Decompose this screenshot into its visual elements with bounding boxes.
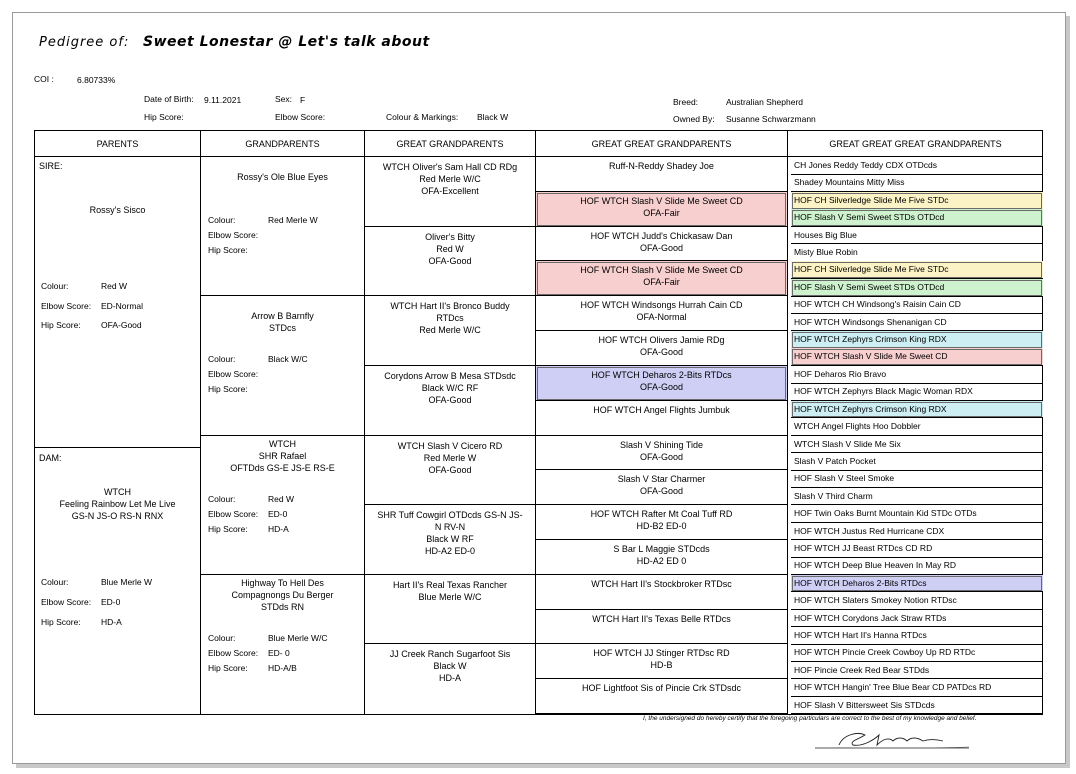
gg-grandparent-line: HOF WTCH Olivers Jamie RDg [598, 335, 725, 346]
dam-colour-label: Colour: [41, 577, 69, 587]
grandparent-name-line: Compagnongs Du Berger [231, 589, 334, 600]
great-grandparent-line: OFA-Good [428, 255, 472, 266]
dam-hip-label: Hip Score: [41, 617, 81, 627]
gg-grandparent-line: WTCH Hart II's Stockbroker RTDsc [591, 578, 732, 589]
gg-grandparent-line: HOF WTCH Slash V Slide Me Sweet CD [580, 195, 743, 206]
great-grandparent [365, 440, 535, 476]
great-grandparent-line: Corydons Arrow B Mesa STDsdc [384, 370, 516, 381]
coi-value: 6.80733% [77, 75, 116, 85]
great-grandparent [365, 370, 535, 406]
dob-label: Date of Birth: [144, 94, 194, 104]
gg-grandparent [536, 192, 787, 227]
sex-label: Sex: [275, 94, 293, 104]
gg-grandparent-line: HOF WTCH Rafter Mt Coal Tuff RD [590, 509, 733, 520]
grandparent-hip-label: Hip Score: [208, 384, 248, 395]
ggg-grandparent: WTCH Slash V Slide Me Six [791, 436, 1043, 454]
grandparent-elbow-label: Elbow Score: [208, 647, 259, 658]
ggg-grandparent: HOF WTCH Justus Red Hurricane CDX [791, 523, 1043, 541]
great-grandparent-line: WTCH Slash V Cicero RD [397, 440, 503, 451]
ggg-grandparent: HOF Deharos Rio Bravo [791, 366, 1043, 384]
gg-grandparent-line: S Bar L Maggie STDcds [613, 543, 710, 554]
gg-grandparent [536, 644, 787, 679]
great-grandparent-line: WTCH Hart II's Bronco Buddy [390, 301, 510, 312]
gg-grandparent-line: OFA-Good [639, 486, 684, 497]
gg-grandparent-line: OFA-Good [639, 381, 684, 392]
colour-label: Colour & Markings: [386, 112, 459, 122]
ggg-grandparent: HOF WTCH JJ Beast RTDcs CD RD [791, 540, 1043, 558]
gg-grandparent-line: HOF WTCH Slash V Slide Me Sweet CD [580, 265, 743, 276]
great-grandparent-line: SHR Tuff Cowgirl OTDcds GS-N JS- [377, 510, 523, 521]
gg-grandparent [536, 227, 787, 262]
grandparent-colour-label: Colour: [208, 215, 236, 225]
ggg-grandparent: HOF WTCH Zephyrs Black Magic Woman RDX [791, 383, 1043, 401]
great-grandparent [365, 161, 535, 197]
gg-grandparent [536, 575, 787, 610]
grandparent-name-line: STDcs [269, 323, 296, 334]
great-grandparent-line: HD-A2 ED-0 [424, 546, 475, 557]
sex-value: F [300, 95, 306, 105]
grandparent-elbow-label: Elbow Score: [208, 230, 259, 240]
ggg-grandparent: HOF WTCH Deharos 2-Bits RTDcs [791, 575, 1043, 593]
sire-elbow-label: Elbow Score: [41, 301, 92, 311]
certification-text: I, the undersigned do hereby certify that the foregoing particulars are correct to the best of my knowledge and belief. [643, 715, 977, 722]
gg-grandparent-line: HOF WTCH Judd's Chickasaw Dan [590, 230, 733, 241]
ggg-grandparent: HOF WTCH Zephyrs Crimson King RDX [791, 401, 1043, 419]
grandparent-name [201, 577, 364, 613]
elbow-label: Elbow Score: [275, 112, 326, 122]
gg-grandparent-line: OFA-Normal [636, 312, 687, 323]
great-grandparent-line: JJ Creek Ranch Sugarfoot Sis [389, 649, 511, 660]
col-header-parents: PARENTS [96, 139, 139, 149]
breed-label: Breed: [673, 97, 699, 107]
ggg-grandparent: HOF WTCH Hart II's Hanna RTDcs [791, 627, 1043, 645]
grandparent-name-line: Arrow B Barnfly [251, 311, 314, 322]
grandparent-colour: Red W [268, 493, 294, 504]
grandparent-name-line: SHR Rafael [258, 450, 307, 461]
gg-grandparent-line: HOF WTCH Angel Flights Jumbuk [593, 404, 730, 415]
great-grandparent-line: Red Merle W/C [419, 174, 481, 184]
sire-colour-label: Colour: [41, 281, 69, 291]
dam-name-line: GS-N JS-O RS-N RNX [71, 511, 164, 521]
ggg-grandparent: Slash V Patch Pocket [791, 453, 1043, 471]
ggg-grandparent: WTCH Angel Flights Hoo Dobbler [791, 418, 1043, 436]
great-grandparent-line: Black W/C RF [421, 382, 479, 393]
grandparent-name-line: Highway To Hell Des [241, 577, 324, 588]
gg-grandparent-line: HD-B2 ED-0 [636, 521, 687, 532]
sire-hip: OFA-Good [101, 320, 142, 330]
great-grandparent [365, 509, 535, 557]
great-grandparent [365, 648, 535, 684]
gg-grandparent-line: HOF WTCH Deharos 2-Bits RTDcs [591, 369, 732, 380]
great-grandparent-line: WTCH Oliver's Sam Hall CD RDg [382, 162, 518, 172]
grandparent-name [201, 171, 364, 183]
coi-label: COI : [34, 74, 54, 84]
col-header-grandparents: GRANDPARENTS [245, 139, 320, 149]
ggg-grandparent: HOF WTCH Hangin' Tree Blue Bear CD PATDcs RD [791, 679, 1043, 697]
great-grandparent-line: Black W [433, 661, 467, 672]
grandparent-name-line: Rossy's Ole Blue Eyes [237, 172, 328, 182]
grandparent-name [201, 438, 364, 474]
gg-grandparent-line: OFA-Fair [643, 277, 680, 288]
ggg-grandparent: HOF Slash V Semi Sweet STDs OTDcd [791, 209, 1043, 227]
great-grandparent [365, 579, 535, 603]
sire-role: SIRE: [39, 161, 63, 171]
gg-grandparent-line: HD-B [650, 660, 673, 671]
gg-grandparent [536, 366, 787, 401]
great-grandparent [365, 300, 535, 336]
dam-role: DAM: [39, 453, 62, 463]
gg-grandparent-line: Slash V Shining Tide [619, 439, 704, 450]
ggg-grandparent: Misty Blue Robin [791, 244, 1043, 262]
gg-grandparent [536, 470, 787, 505]
grandparent-elbow-label: Elbow Score: [208, 508, 259, 519]
sire-name: Rossy's Sisco [89, 205, 146, 215]
ggg-grandparent: HOF WTCH Slaters Smokey Notion RTDsc [791, 592, 1043, 610]
ggg-grandparent: HOF WTCH Zephyrs Crimson King RDX [791, 331, 1043, 349]
great-grandparent-line: OFA-Good [428, 464, 472, 475]
dam-colour: Blue Merle W [101, 577, 153, 587]
gg-grandparent [536, 261, 787, 296]
grandparent-name-line: OFTDds GS-E JS-E RS-E [230, 462, 335, 473]
grandparent-hip: HD-A/B [268, 662, 297, 673]
grandparent-name-line: STDds RN [260, 601, 304, 612]
gg-grandparent [536, 679, 787, 714]
ggg-grandparent: HOF WTCH Pincie Creek Cowboy Up RD RTDc [791, 644, 1043, 662]
gg-grandparent [536, 540, 787, 575]
col-header-ggg-grandparents: GREAT GREAT GREAT GRANDPARENTS [829, 139, 1002, 149]
pedigree-page [12, 12, 1066, 764]
grandparent-name-line: WTCH [269, 438, 296, 449]
grandparent-colour-label: Colour: [208, 493, 236, 504]
colour-value: Black W [477, 112, 509, 122]
ggg-grandparent: Shadey Mountains Mitty Miss [791, 174, 1043, 192]
gg-grandparent-line: OFA-Good [639, 451, 684, 462]
ggg-grandparent: HOF WTCH Windsongs Shenanigan CD [791, 314, 1043, 332]
ggg-grandparent: HOF Pincie Creek Red Bear STDds [791, 662, 1043, 680]
dog-name: Sweet Lonestar @ Let's talk about [143, 34, 430, 50]
great-grandparent-line: Hart II's Real Texas Rancher [392, 579, 508, 590]
ggg-grandparent: HOF WTCH Slash V Slide Me Sweet CD [791, 348, 1043, 366]
ggg-grandparent: HOF Twin Oaks Burnt Mountain Kid STDc OTDs [791, 505, 1043, 523]
sire-elbow: ED-Normal [101, 301, 144, 311]
gg-grandparent-line: Ruff-N-Reddy Shadey Joe [609, 161, 714, 171]
col-header-great-grandparents: GREAT GRANDPARENTS [396, 139, 504, 149]
grandparent-colour: Red Merle W [268, 215, 318, 225]
gg-grandparent-line: OFA-Good [639, 242, 684, 253]
ggg-grandparent: Houses Big Blue [791, 227, 1043, 245]
ggg-grandparent: HOF WTCH Deep Blue Heaven In May RD [791, 557, 1043, 575]
dam-name [35, 486, 200, 522]
grandparent-hip-label: Hip Score: [208, 245, 248, 255]
great-grandparent-line: HD-A [439, 673, 461, 684]
gg-grandparent-line: Slash V Star Charmer [617, 474, 706, 485]
great-grandparent-line: N RV-N [434, 522, 466, 533]
gg-grandparent [536, 331, 787, 366]
great-grandparent-line: Red Merle W/C [419, 325, 481, 336]
ggg-grandparent: HOF CH Silverledge Slide Me Five STDc [791, 192, 1043, 210]
dam-hip: HD-A [101, 617, 122, 627]
great-grandparent-line: Blue Merle W/C [418, 591, 482, 602]
grandparent-colour-label: Colour: [208, 354, 236, 365]
gg-grandparent [536, 296, 787, 331]
great-grandparent-line: Oliver's Bitty [425, 231, 475, 242]
owner-value: Susanne Schwarzmann [726, 114, 816, 124]
ggg-grandparent: HOF Slash V Semi Sweet STDs OTDcd [791, 279, 1043, 297]
great-grandparent-line: Black W RF [426, 534, 474, 545]
dam-elbow: ED-0 [101, 597, 121, 607]
signature-image [813, 727, 973, 751]
grandparent-colour: Blue Merle W/C [268, 632, 328, 643]
great-grandparent-line: Red Merle W [423, 452, 477, 463]
ggg-grandparent: CH Jones Reddy Teddy CDX OTDcds [791, 157, 1043, 175]
grandparent-hip-label: Hip Score: [208, 662, 248, 673]
gg-grandparent-line: WTCH Hart II's Texas Belle RTDcs [592, 613, 731, 624]
gg-grandparent-line: HOF WTCH JJ Stinger RTDsc RD [593, 648, 730, 659]
gg-grandparent-line: HD-A2 ED 0 [636, 555, 687, 566]
gg-grandparent [536, 610, 787, 645]
grandparent-hip-label: Hip Score: [208, 523, 248, 534]
grandparent-elbow: ED- 0 [268, 647, 290, 658]
grandparent-elbow: ED-0 [268, 508, 288, 519]
ggg-grandparent: HOF WTCH CH Windsong's Raisin Cain CD [791, 296, 1043, 314]
ggg-grandparent: HOF WTCH Corydons Jack Straw RTDs [791, 610, 1043, 628]
gg-grandparent-line: HOF WTCH Windsongs Hurrah Cain CD [580, 300, 743, 311]
dam-name-line: Feeling Rainbow Let Me Live [59, 499, 176, 509]
great-grandparent-line: RTDcs [436, 313, 464, 324]
ggg-grandparent: HOF Slash V Steel Smoke [791, 470, 1043, 488]
gg-grandparent [536, 157, 787, 192]
owner-label: Owned By: [673, 114, 715, 124]
grandparent-name [201, 310, 364, 334]
col-header-gg-grandparents: GREAT GREAT GRANDPARENTS [591, 139, 732, 149]
great-grandparent-line: OFA-Good [428, 394, 472, 405]
great-grandparent-line: Red W [436, 243, 464, 254]
grandparent-colour: Black W/C [268, 354, 308, 365]
dam-elbow-label: Elbow Score: [41, 597, 92, 607]
grandparent-elbow-label: Elbow Score: [208, 369, 259, 380]
pedigree-label: Pedigree of: [39, 35, 130, 50]
ggg-grandparent: HOF CH Silverledge Slide Me Five STDc [791, 261, 1043, 279]
sire-hip-label: Hip Score: [41, 320, 81, 330]
breed-value: Australian Shepherd [726, 97, 804, 107]
sire-colour: Red W [101, 281, 127, 291]
ggg-grandparent: HOF Slash V Bittersweet Sis STDcds [791, 697, 1043, 715]
grandparent-hip: HD-A [268, 523, 289, 534]
gg-grandparent [536, 436, 787, 471]
gg-grandparent-line: OFA-Fair [643, 207, 680, 218]
gg-grandparent-line: HOF Lightfoot Sis of Pincie Crk STDsdc [581, 683, 742, 694]
gg-grandparent [536, 401, 787, 436]
dam-name-line: WTCH [104, 487, 131, 497]
great-grandparent [365, 231, 535, 267]
pedigree-table [34, 130, 1043, 715]
gg-grandparent [536, 505, 787, 540]
gg-grandparent-line: OFA-Good [639, 347, 684, 358]
great-grandparent-line: OFA-Excellent [421, 186, 479, 196]
ggg-grandparent: Slash V Third Charm [791, 488, 1043, 506]
grandparent-colour-label: Colour: [208, 632, 236, 643]
dob-value: 9.11.2021 [204, 95, 242, 105]
hip-label: Hip Score: [144, 112, 184, 122]
